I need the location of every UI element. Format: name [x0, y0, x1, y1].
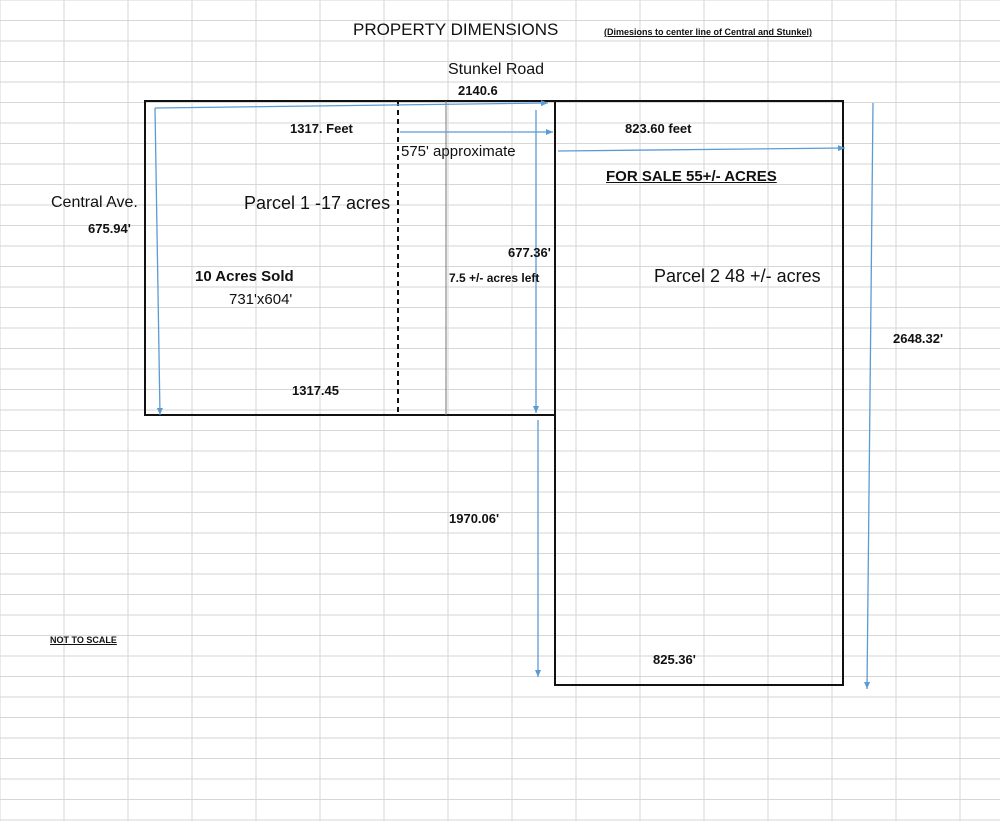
arrow-parcel2-east	[867, 103, 873, 689]
parcel2-bottom-dimension: 825.36'	[653, 652, 696, 667]
total-frontage-label: 2140.6	[458, 83, 498, 98]
for-sale-label: FOR SALE 55+/- ACRES	[606, 168, 777, 185]
approx-split-label: 575' approximate	[401, 143, 516, 160]
parcel1-label: Parcel 1 -17 acres	[244, 193, 391, 213]
stunkel-road-label: Stunkel Road	[448, 61, 545, 78]
sold-parcel-dimensions: 731'x604'	[229, 291, 293, 308]
central-ave-label: Central Ave.	[51, 194, 138, 211]
sold-acres-label: 10 Acres Sold	[195, 268, 294, 285]
not-to-scale-label: NOT TO SCALE	[50, 635, 117, 645]
page-title: PROPERTY DIMENSIONS	[353, 20, 559, 39]
parcel2-east-dimension: 2648.32'	[893, 331, 944, 346]
south-extension-dimension: 1970.06'	[449, 511, 500, 526]
parcel2-top-dimension: 823.60 feet	[625, 121, 692, 136]
parcel2-label: Parcel 2 48 +/- acres	[654, 266, 821, 286]
arrow-parcel1-west	[155, 108, 160, 415]
parcel1-top-dimension: 1317. Feet	[290, 121, 353, 136]
parcel1-east-dimension: 677.36'	[508, 245, 551, 260]
parcel1-west-dimension: 675.94'	[88, 221, 131, 236]
arrow-total-frontage	[155, 103, 548, 108]
remaining-acres-label: 7.5 +/- acres left	[449, 271, 540, 285]
parcel-2-outline	[555, 101, 843, 685]
arrow-parcel2-top	[558, 148, 845, 151]
parcel1-bottom-dimension: 1317.45	[292, 383, 339, 398]
dimension-note: (Dimesions to center line of Central and Stunkel)	[604, 27, 813, 37]
